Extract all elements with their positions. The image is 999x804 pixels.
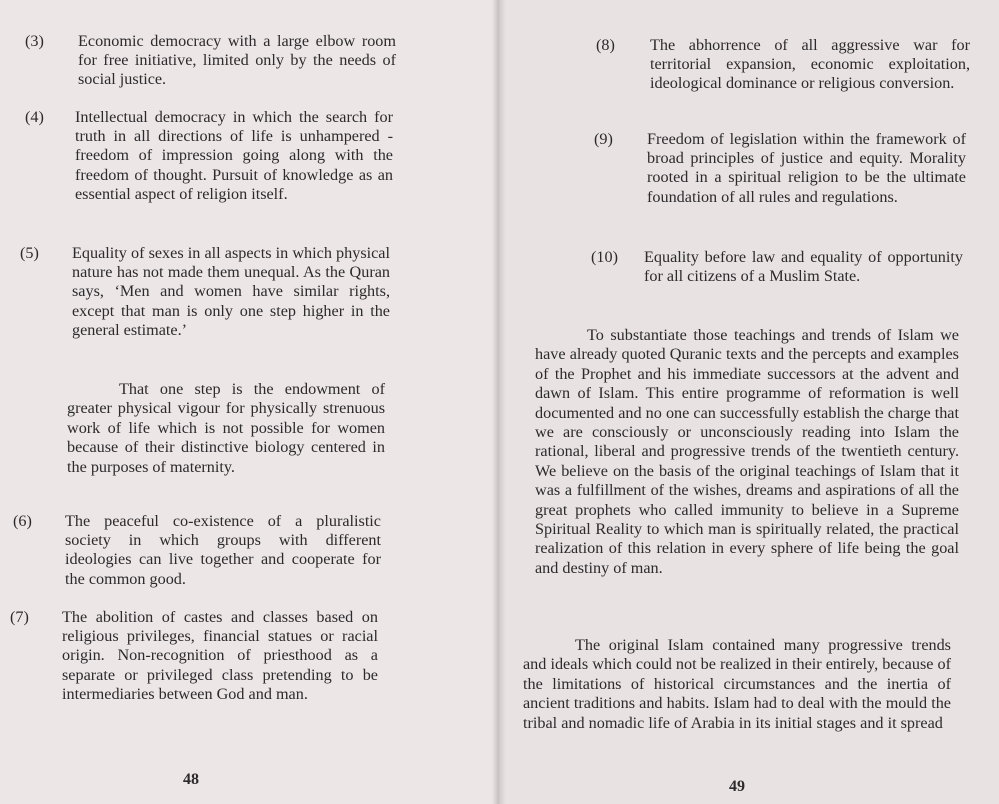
- item-text: The peaceful co-existence of a pluralistic society in which groups with different ideologies can live together and cooperate for the common good.: [65, 512, 381, 588]
- body-paragraph: The original Islam contained many progressive trends and ideals which could not be realized in their entirely, because of the limitations of historical circumstances and the inertia of ancient traditions and habits. Islam had to deal with the mould the tribal and nomadic life of Arabia in its initial stages and it spread: [523, 636, 951, 732]
- list-item: [500, 248, 999, 308]
- item-text: Intellectual democracy in which the search for truth in all directions of life is unhampered - freedom of impression going along with the freedom of thought. Pursuit of knowledge as an essential aspect of religion itself.: [75, 108, 393, 203]
- item-text: Equality before law and equality of opportunity for all citizens of a Muslim State.: [644, 248, 963, 286]
- list-item: [0, 244, 497, 364]
- left-page: [0, 0, 497, 804]
- page-number: 49: [729, 778, 745, 795]
- item-number: (10): [591, 248, 618, 266]
- list-item: [0, 512, 497, 594]
- page-number: 48: [183, 771, 199, 788]
- book-spine: [492, 0, 506, 804]
- item-number: (5): [20, 244, 39, 262]
- item-number: (7): [10, 608, 29, 626]
- item-text: Economic democracy with a large elbow room for free initiative, limited only by the needs of social justice.: [78, 32, 396, 89]
- list-item: [500, 36, 999, 116]
- list-item: [500, 130, 999, 230]
- item-number: (4): [25, 108, 44, 126]
- list-item: [0, 32, 497, 92]
- item-number: (8): [596, 36, 615, 54]
- item-number: (6): [13, 512, 32, 530]
- note-paragraph: That one step is the endowment of greater physical vigour for physically strenuous work of life which is not possible for women because of their distinctive biology centered in the purposes of maternity.: [67, 380, 385, 476]
- item-number: (9): [594, 130, 613, 148]
- item-text: The abhorrence of all aggressive war for territorial expansion, economic exploitation, ideological dominance or religious conversion.: [650, 36, 970, 93]
- body-paragraph: To substantiate those teachings and trends of Islam we have already quoted Quranic texts and the percepts and examples of the Prophet and his immediate successors at the advent and dawn of Islam. This entire programme of reformation is well documented and no one can successfully establish the charge that we are consciously or unconsciously reading into Islam the rational, liberal and progressive trends of the twentieth century. We believe on the basis of the original teachings of Islam that it was a fulfillment of the wishes, dreams and aspirations of all the great prophets who called immunity to believe in a Supreme Spiritual Reality to which man is spiritually related, the practical realization of this relation in every sphere of life being the goal and destiny of man.: [535, 326, 959, 577]
- list-item: [0, 108, 497, 228]
- item-text: The abolition of castes and classes based on religious privileges, financial statues or racial origin. Non-recognition of priesthood as a separate or privileged class pretending to be intermediaries between God and man.: [62, 608, 378, 703]
- item-number: (3): [25, 32, 44, 50]
- item-text: Equality of sexes in all aspects in which physical nature has not made them unequal. As the Quran says, ‘Men and women have similar rights, except that man is only one step higher in the general estimate.’: [72, 244, 390, 339]
- list-item: [0, 608, 497, 728]
- item-text: Freedom of legislation within the framework of broad principles of justice and equity. Morality rooted in a spiritual religion to be the ultimate foundation of all rules and regulations.: [647, 130, 966, 206]
- right-page: [500, 0, 999, 804]
